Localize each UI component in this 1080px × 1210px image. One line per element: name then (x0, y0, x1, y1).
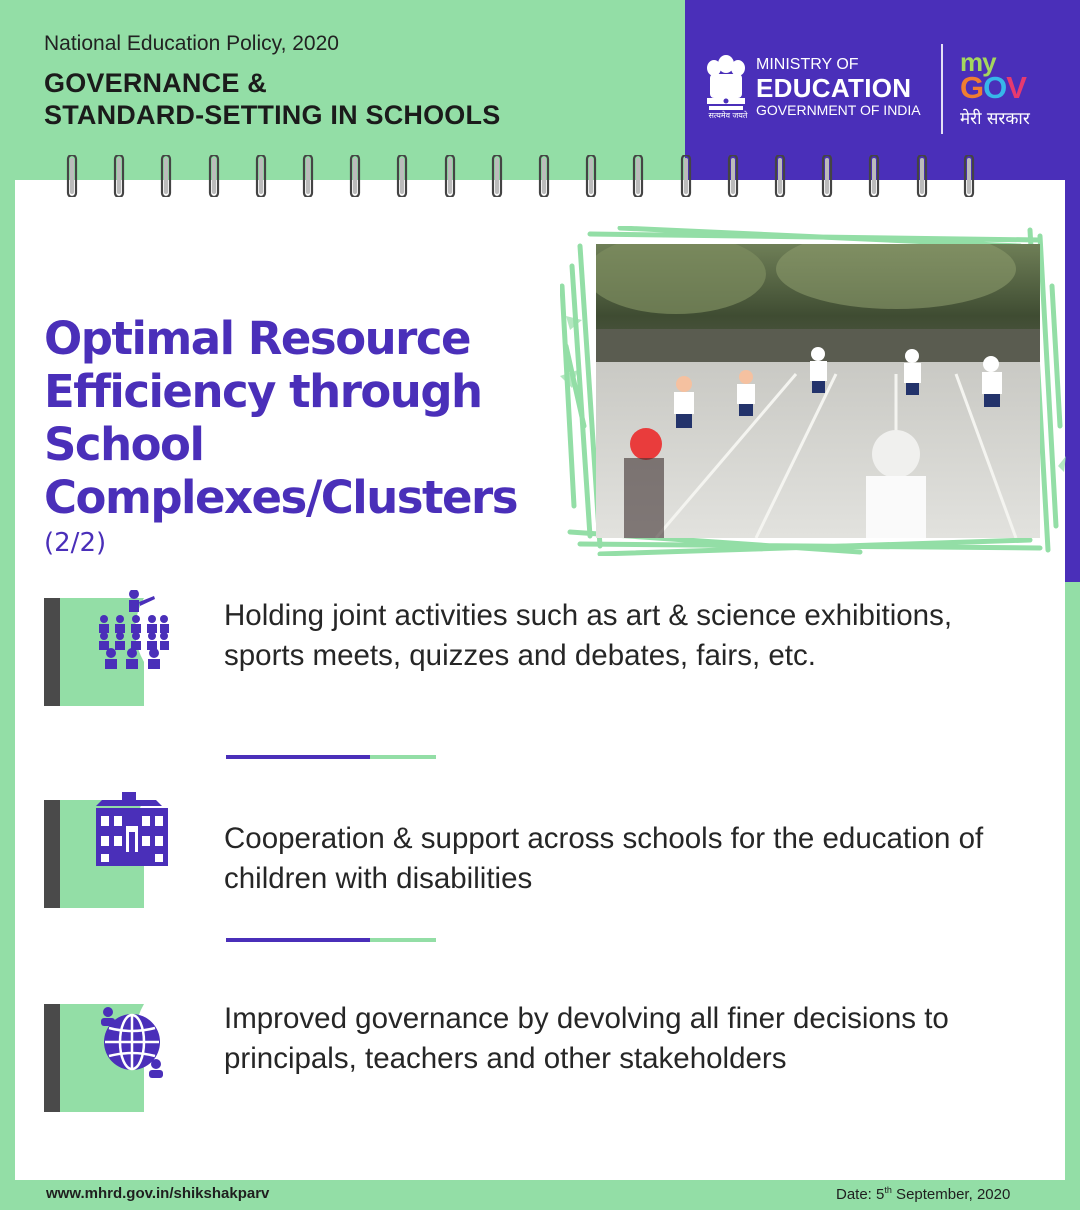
spiral-ring-icon (302, 155, 314, 197)
spiral-ring-icon (916, 155, 928, 197)
header-title-line2: STANDARD-SETTING IN SCHOOLS (44, 100, 501, 130)
spiral-ring-icon (963, 155, 975, 197)
ministry-line3: GOVERNMENT OF INDIA (756, 102, 921, 118)
heading-line3: Complexes/Clusters (44, 471, 518, 524)
ministry-line1: MINISTRY OF (756, 56, 859, 73)
mygov-g: G (960, 70, 984, 105)
heading-line1: Optimal Resource (44, 312, 471, 365)
spiral-ring-icon (208, 155, 220, 197)
header (44, 32, 500, 131)
spiral-ring-icon (491, 155, 503, 197)
heading-line2: Efficiency through School (44, 365, 482, 471)
spiral-ring-icon (774, 155, 786, 197)
logos (700, 44, 1070, 134)
ministry-of-education-logo (756, 56, 921, 118)
footer-url[interactable]: www.mhrd.gov.in/shikshakparv (46, 1185, 270, 1202)
date-sup: th (884, 1185, 892, 1195)
separator-2 (226, 938, 436, 942)
photo-frame (560, 226, 1066, 556)
header-subtitle: National Education Policy, 2020 (44, 32, 339, 55)
mygov-logo (960, 47, 1070, 129)
spiral-ring-icon (632, 155, 644, 197)
mygov-hindi: मेरी सरकार (960, 109, 1030, 129)
separator-1 (226, 755, 436, 759)
ministry-line2: EDUCATION (756, 73, 912, 103)
spiral-ring-icon (396, 155, 408, 197)
children-running-image (596, 244, 1040, 538)
spiral-ring-icon (160, 155, 172, 197)
logo-divider (941, 44, 943, 134)
spiral-binding (66, 155, 986, 197)
item-text-1: Holding joint activities such as art & science exhibitions, sports meets, quizzes and debates, fairs, etc. (224, 599, 953, 672)
spiral-ring-icon (66, 155, 78, 197)
footer-date (836, 1185, 1010, 1203)
date-prefix: Date: 5 (836, 1186, 885, 1203)
spiral-ring-icon (255, 155, 267, 197)
mygov-v: V (1006, 70, 1026, 105)
mygov-my: my (960, 47, 996, 77)
sports-race-photo (596, 244, 1040, 538)
spiral-ring-icon (868, 155, 880, 197)
school-building-icon (44, 792, 174, 910)
spiral-ring-icon (444, 155, 456, 197)
mygov-gov (960, 70, 1070, 105)
mygov-o: O (983, 70, 1007, 105)
heading-part: (2/2) (44, 528, 107, 558)
spiral-ring-icon (113, 155, 125, 197)
spiral-ring-icon (727, 155, 739, 197)
globe-people-icon (44, 996, 174, 1114)
presentation-audience-icon (44, 590, 174, 708)
date-suffix: September, 2020 (891, 1186, 1011, 1203)
spiral-ring-icon (349, 155, 361, 197)
spiral-ring-icon (680, 155, 692, 197)
main-heading (44, 312, 564, 560)
item-text-2: Cooperation & support across schools for the education of children with disabilities (224, 822, 984, 895)
spiral-ring-icon (821, 155, 833, 197)
spiral-ring-icon (585, 155, 597, 197)
emblem-motto: सत्यमेव जयते (708, 111, 748, 120)
header-title (44, 67, 500, 131)
item-text-3: Improved governance by devolving all finer decisions to principals, teachers and other stakeholders (224, 1002, 949, 1075)
header-title-line1: GOVERNANCE & (44, 68, 267, 98)
spiral-ring-icon (538, 155, 550, 197)
